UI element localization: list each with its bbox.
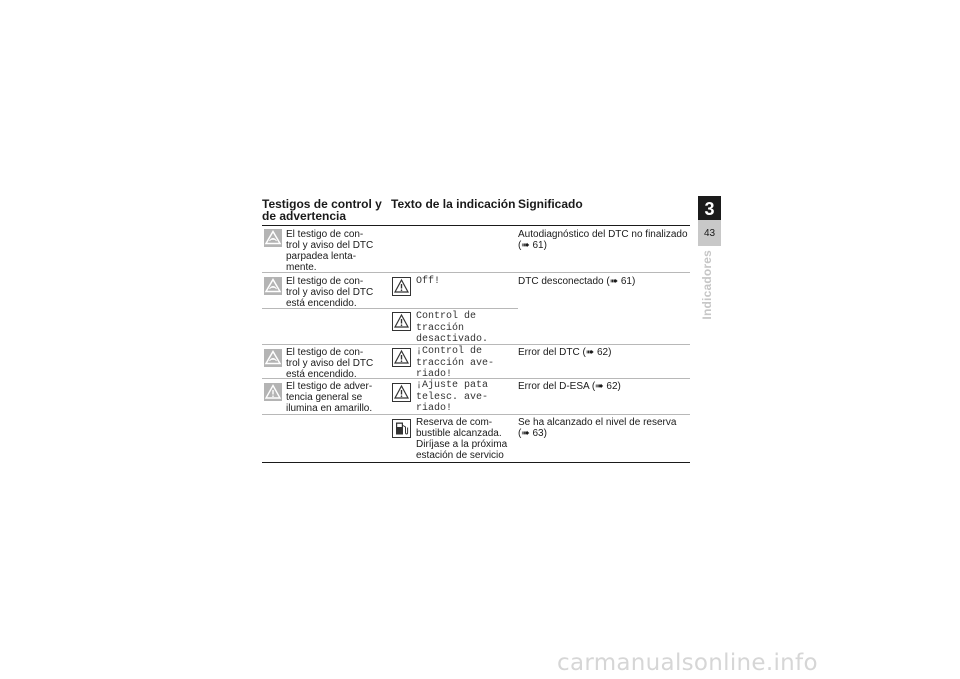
row2-meaning: DTC desconectado (➠ 61)	[518, 276, 636, 287]
row5-meaning: Se ha alcanzado el nivel de reserva (➠ 63)	[518, 417, 677, 439]
row2-lamp-description: El testigo de con- trol y aviso del DTC está encendido.	[286, 276, 374, 309]
row2-display-text-1: Off!	[416, 276, 441, 287]
fuel-pump-icon	[392, 419, 411, 438]
table-bottom-rule	[262, 462, 690, 463]
chapter-title: Indicadores	[700, 250, 714, 320]
warning-triangle-icon	[392, 383, 411, 402]
header-rule	[262, 225, 690, 226]
chapter-number: 3	[704, 199, 715, 219]
row-divider	[262, 378, 690, 379]
page-number: 43	[703, 228, 716, 239]
dtc-warning-lamp-icon	[264, 277, 282, 295]
watermark: carmanualsonline.info	[557, 650, 818, 676]
row5-display-text: Reserva de com- bustible alcanzada. Diríjase a la próxima estación de servicio	[416, 417, 508, 461]
header-display-text: Texto de la indicación	[391, 197, 516, 211]
warning-triangle-icon	[392, 312, 411, 331]
row3-meaning: Error del DTC (➠ 62)	[518, 347, 612, 358]
row-divider	[262, 344, 690, 345]
dtc-warning-lamp-icon	[264, 349, 282, 367]
row3-display-text: ¡Control de tracción ave- riado!	[416, 346, 495, 380]
row2-display-text-2: Control de tracción desactivado.	[416, 311, 489, 345]
general-warning-lamp-icon	[264, 383, 282, 401]
row-divider	[262, 272, 690, 273]
row3-lamp-description: El testigo de con- trol y aviso del DTC está encendido.	[286, 347, 374, 380]
row1-lamp-description: El testigo de con- trol y aviso del DTC parpadea lenta- mente.	[286, 229, 374, 273]
row-divider	[262, 414, 690, 415]
header-warning-lamps: Testigos de control y de advertencia	[262, 197, 382, 223]
dtc-warning-lamp-icon	[264, 229, 282, 247]
row4-display-text: ¡Ajuste pata telesc. ave- riado!	[416, 380, 489, 414]
row4-lamp-description: El testigo de adver- tencia general se ilumina en amarillo.	[286, 381, 373, 414]
row1-meaning: Autodiagnóstico del DTC no finalizado (➠ 61)	[518, 229, 688, 251]
row-divider	[262, 308, 518, 309]
row4-meaning: Error del D-ESA (➠ 62)	[518, 381, 621, 392]
warning-triangle-icon	[392, 277, 411, 296]
warning-triangle-icon	[392, 348, 411, 367]
header-meaning: Significado	[518, 197, 583, 211]
